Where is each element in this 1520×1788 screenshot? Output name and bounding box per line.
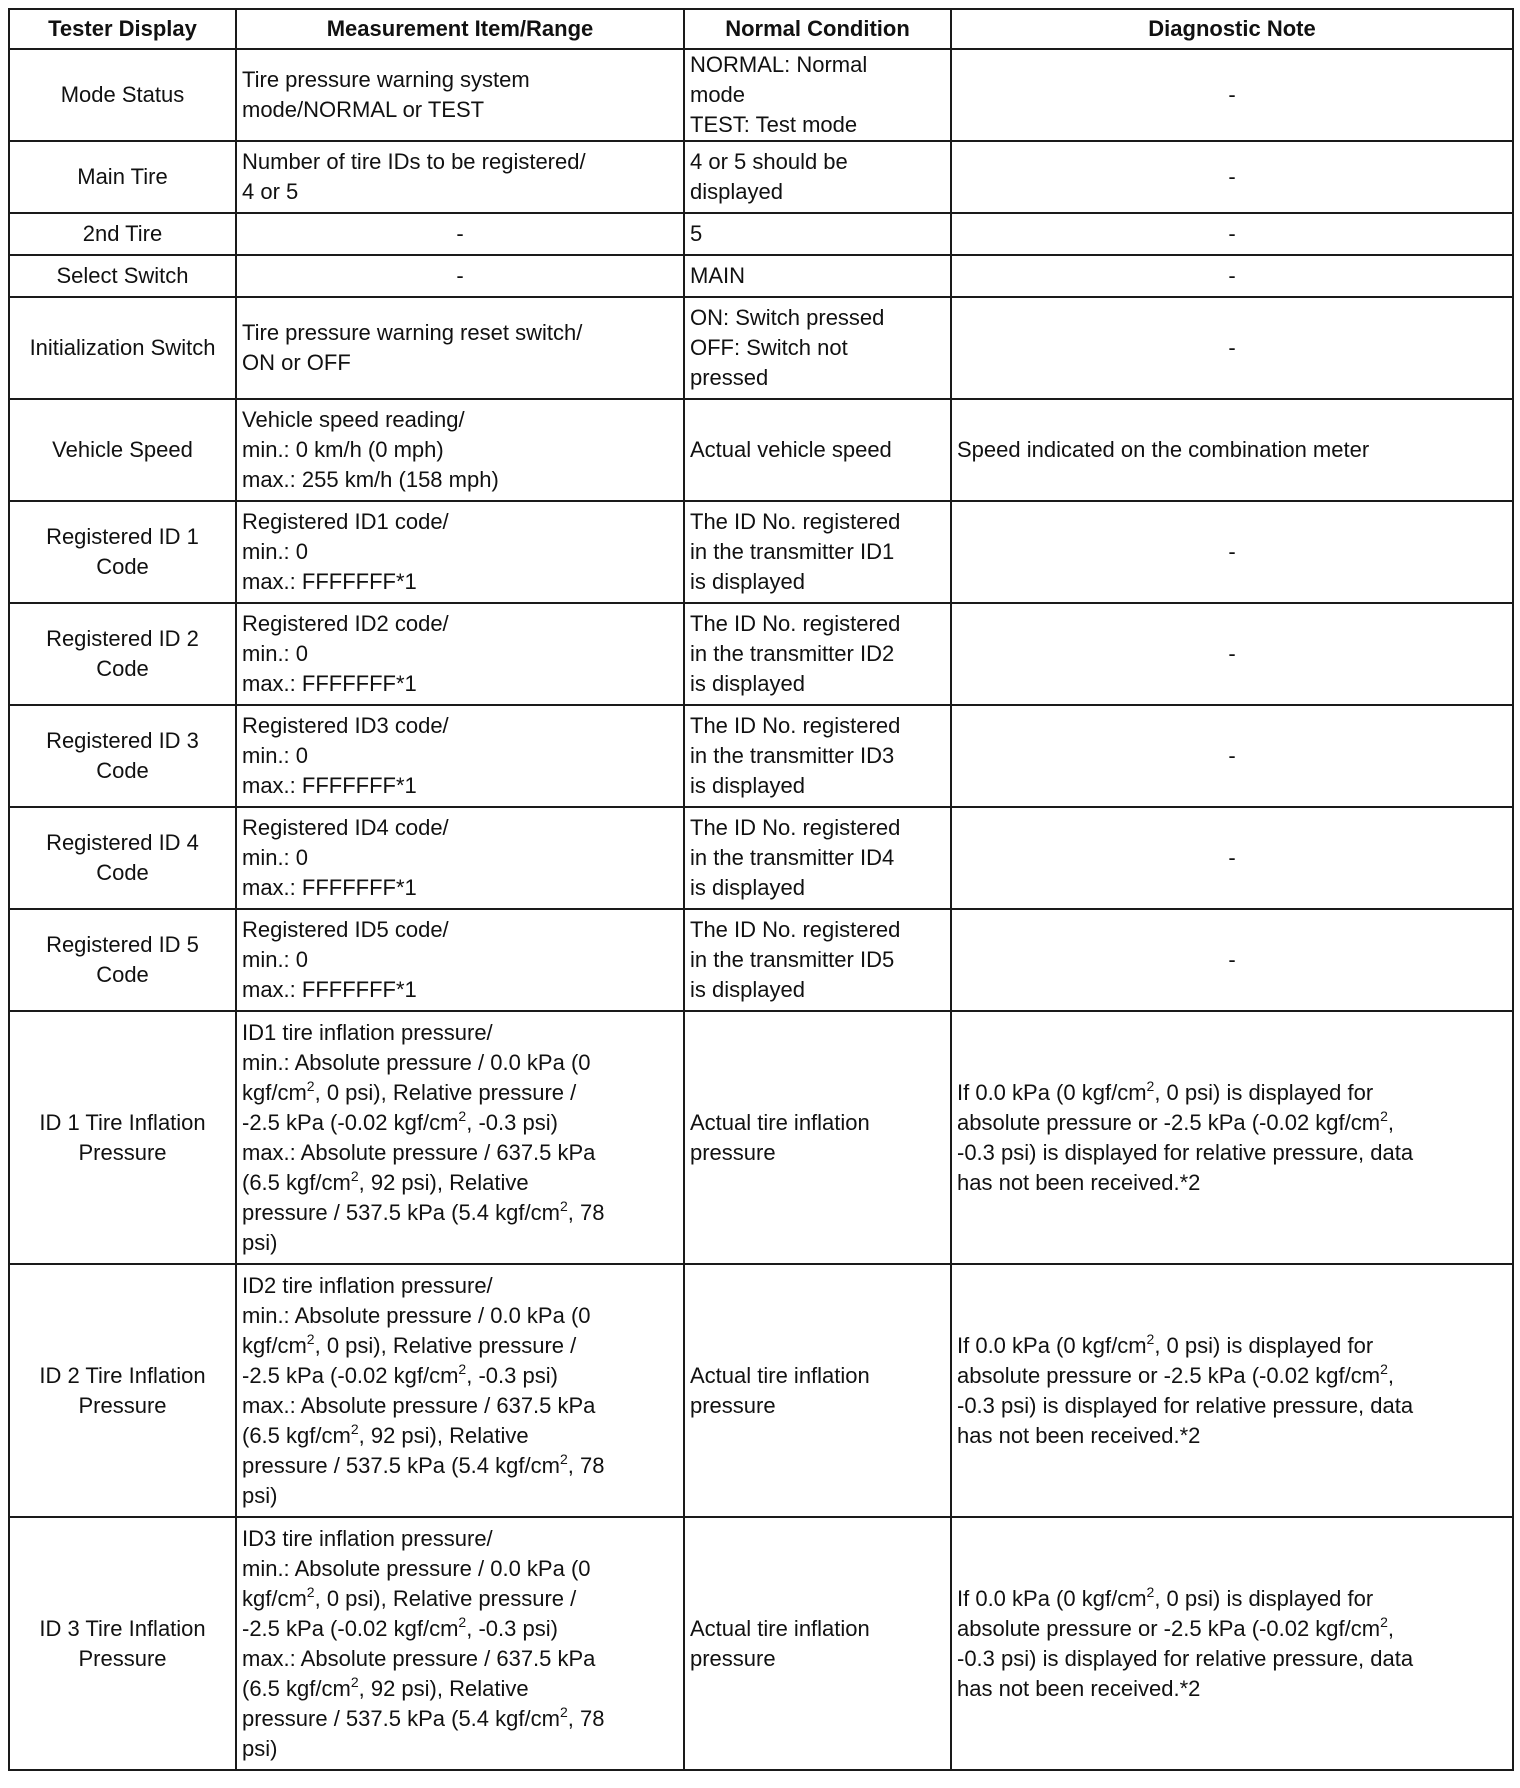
cell-tester-display: Registered ID 2 Code (9, 603, 236, 705)
cell-normal-condition: The ID No. registered in the transmitter ID1 is displayed (684, 501, 951, 603)
header-normal-condition: Normal Condition (684, 9, 951, 49)
cell-measurement-item: Vehicle speed reading/ min.: 0 km/h (0 mph) max.: 255 km/h (158 mph) (236, 399, 684, 501)
cell-normal-condition: The ID No. registered in the transmitter ID4 is displayed (684, 807, 951, 909)
cell-normal-condition: 4 or 5 should be displayed (684, 141, 951, 213)
cell-measurement-item: ID1 tire inflation pressure/ min.: Absolute pressure / 0.0 kPa (0 kgf/$cm^2$, 0 psi), Relative pressure / -2.5 kPa (-0.02 kgf/$cm^2$, -0.3 psi) max.: Absolute pressure / 637.5 kPa (6.5 kgf/$cm^2$, 92 psi), Relative pressure / 537.5 kPa (5.4 kgf/$cm^2$, 78 psi) (236, 1011, 684, 1264)
cell-normal-condition: Actual tire inflation pressure (684, 1264, 951, 1517)
cell-tester-display: Select Switch (9, 255, 236, 297)
cell-tester-display: Main Tire (9, 141, 236, 213)
table-row (9, 297, 1513, 399)
cell-measurement-item: Registered ID2 code/ min.: 0 max.: FFFFFFF*1 (236, 603, 684, 705)
table-row (9, 807, 1513, 909)
cell-diagnostic-note: - (951, 603, 1513, 705)
table-row (9, 49, 1513, 141)
cell-normal-condition: Actual tire inflation pressure (684, 1011, 951, 1264)
header-tester-display: Tester Display (9, 9, 236, 49)
cell-measurement-item: Number of tire IDs to be registered/ 4 or 5 (236, 141, 684, 213)
cell-diagnostic-note: - (951, 501, 1513, 603)
cell-diagnostic-note: - (951, 909, 1513, 1011)
table-row (9, 1264, 1513, 1517)
cell-diagnostic-note: Speed indicated on the combination meter (951, 399, 1513, 501)
table-row (9, 1011, 1513, 1264)
cell-tester-display: Mode Status (9, 49, 236, 141)
cell-normal-condition: The ID No. registered in the transmitter ID5 is displayed (684, 909, 951, 1011)
table-row (9, 603, 1513, 705)
cell-tester-display: Registered ID 3 Code (9, 705, 236, 807)
cell-normal-condition: The ID No. registered in the transmitter ID3 is displayed (684, 705, 951, 807)
table-row (9, 705, 1513, 807)
cell-measurement-item: Tire pressure warning system mode/NORMAL or TEST (236, 49, 684, 141)
cell-tester-display: Registered ID 4 Code (9, 807, 236, 909)
cell-tester-display: 2nd Tire (9, 213, 236, 255)
data-list-table (8, 8, 1514, 1771)
cell-measurement-item: Registered ID4 code/ min.: 0 max.: FFFFFFF*1 (236, 807, 684, 909)
table-row (9, 909, 1513, 1011)
cell-measurement-item: - (236, 213, 684, 255)
cell-diagnostic-note: - (951, 807, 1513, 909)
cell-diagnostic-note: - (951, 141, 1513, 213)
header-measurement-item: Measurement Item/Range (236, 9, 684, 49)
cell-tester-display: ID 3 Tire Inflation Pressure (9, 1517, 236, 1770)
table-row (9, 501, 1513, 603)
table-row (9, 213, 1513, 255)
cell-measurement-item: Registered ID5 code/ min.: 0 max.: FFFFFFF*1 (236, 909, 684, 1011)
cell-measurement-item: - (236, 255, 684, 297)
table-row (9, 1517, 1513, 1770)
cell-diagnostic-note: - (951, 213, 1513, 255)
cell-normal-condition: ON: Switch pressed OFF: Switch not pressed (684, 297, 951, 399)
cell-tester-display: Initialization Switch (9, 297, 236, 399)
cell-tester-display: Registered ID 1 Code (9, 501, 236, 603)
table-row (9, 255, 1513, 297)
cell-tester-display: Registered ID 5 Code (9, 909, 236, 1011)
cell-measurement-item: Registered ID3 code/ min.: 0 max.: FFFFFFF*1 (236, 705, 684, 807)
cell-tester-display: Vehicle Speed (9, 399, 236, 501)
table-row (9, 141, 1513, 213)
cell-diagnostic-note: If 0.0 kPa (0 kgf/$cm^2$, 0 psi) is displayed for absolute pressure or -2.5 kPa (-0.02 kgf/$cm^2$, -0.3 psi) is displayed for relative pressure, data has not been received.*2 (951, 1264, 1513, 1517)
cell-normal-condition: NORMAL: Normal mode TEST: Test mode (684, 49, 951, 141)
cell-measurement-item: Tire pressure warning reset switch/ ON or OFF (236, 297, 684, 399)
header-diagnostic-note: Diagnostic Note (951, 9, 1513, 49)
cell-measurement-item: ID3 tire inflation pressure/ min.: Absolute pressure / 0.0 kPa (0 kgf/$cm^2$, 0 psi), Relative pressure / -2.5 kPa (-0.02 kgf/$cm^2$, -0.3 psi) max.: Absolute pressure / 637.5 kPa (6.5 kgf/$cm^2$, 92 psi), Relative pressure / 537.5 kPa (5.4 kgf/$cm^2$, 78 psi) (236, 1517, 684, 1770)
cell-diagnostic-note: If 0.0 kPa (0 kgf/$cm^2$, 0 psi) is displayed for absolute pressure or -2.5 kPa (-0.02 kgf/$cm^2$, -0.3 psi) is displayed for relative pressure, data has not been received.*2 (951, 1011, 1513, 1264)
table-row (9, 399, 1513, 501)
cell-normal-condition: 5 (684, 213, 951, 255)
cell-normal-condition: Actual vehicle speed (684, 399, 951, 501)
header-row (9, 9, 1513, 49)
cell-tester-display: ID 1 Tire Inflation Pressure (9, 1011, 236, 1264)
cell-diagnostic-note: - (951, 49, 1513, 141)
cell-measurement-item: Registered ID1 code/ min.: 0 max.: FFFFFFF*1 (236, 501, 684, 603)
cell-normal-condition: MAIN (684, 255, 951, 297)
cell-diagnostic-note: - (951, 705, 1513, 807)
cell-normal-condition: Actual tire inflation pressure (684, 1517, 951, 1770)
cell-measurement-item: ID2 tire inflation pressure/ min.: Absolute pressure / 0.0 kPa (0 kgf/$cm^2$, 0 psi), Relative pressure / -2.5 kPa (-0.02 kgf/$cm^2$, -0.3 psi) max.: Absolute pressure / 637.5 kPa (6.5 kgf/$cm^2$, 92 psi), Relative pressure / 537.5 kPa (5.4 kgf/$cm^2$, 78 psi) (236, 1264, 684, 1517)
cell-tester-display: ID 2 Tire Inflation Pressure (9, 1264, 236, 1517)
cell-diagnostic-note: - (951, 297, 1513, 399)
cell-normal-condition: The ID No. registered in the transmitter ID2 is displayed (684, 603, 951, 705)
cell-diagnostic-note: If 0.0 kPa (0 kgf/$cm^2$, 0 psi) is displayed for absolute pressure or -2.5 kPa (-0.02 kgf/$cm^2$, -0.3 psi) is displayed for relative pressure, data has not been received.*2 (951, 1517, 1513, 1770)
cell-diagnostic-note: - (951, 255, 1513, 297)
